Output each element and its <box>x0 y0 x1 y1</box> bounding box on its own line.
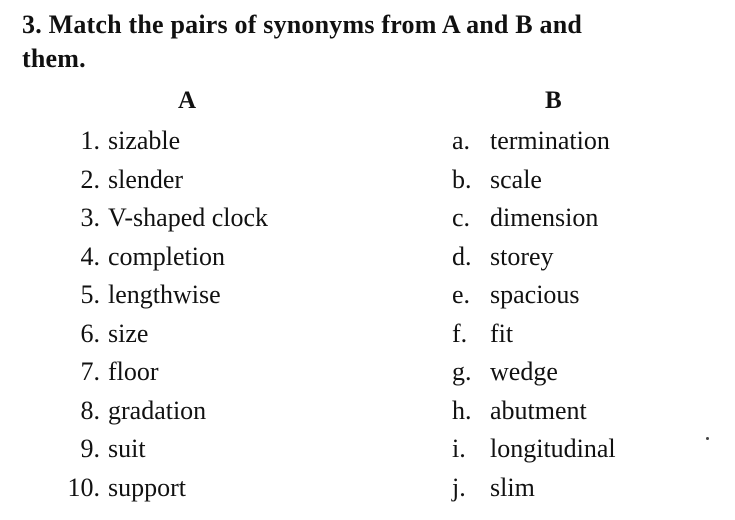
item-text: slim <box>490 472 535 502</box>
list-item <box>52 396 268 435</box>
scan-speck <box>706 437 709 440</box>
item-text: V-shaped clock <box>108 203 269 232</box>
item-number: 9. <box>80 434 100 463</box>
item-letter: d. <box>452 241 472 271</box>
list-item <box>52 280 268 319</box>
item-text: abutment <box>490 395 587 425</box>
item-number: 7. <box>80 357 100 386</box>
item-text: spacious <box>490 280 580 309</box>
list-item <box>452 203 616 242</box>
column-a-heading: A <box>178 87 197 114</box>
item-letter: j. <box>452 472 466 502</box>
item-number: 4. <box>80 241 100 271</box>
item-text: size <box>108 318 149 348</box>
item-text: completion <box>108 241 225 271</box>
item-letter: h. <box>452 395 472 425</box>
list-item <box>52 242 268 281</box>
column-b-list <box>452 126 616 511</box>
list-item <box>452 242 616 281</box>
item-number: 2. <box>80 164 100 194</box>
item-number: 1. <box>80 126 100 155</box>
column-a-list <box>52 126 268 511</box>
list-item <box>452 396 616 435</box>
item-text: slender <box>108 164 184 194</box>
item-number: 3. <box>80 203 100 232</box>
list-item <box>52 126 268 165</box>
item-text: storey <box>490 241 554 271</box>
item-text: scale <box>490 164 542 194</box>
item-text: sizable <box>108 126 181 155</box>
list-item <box>452 319 616 358</box>
exercise-title: 3. Match the pairs of synonyms from A and B and them. <box>22 10 583 73</box>
list-item <box>52 319 268 358</box>
list-item <box>52 434 268 473</box>
item-text: suit <box>108 434 146 463</box>
list-item <box>452 126 616 165</box>
item-text: longitudinal <box>490 434 616 463</box>
list-item <box>452 280 616 319</box>
item-letter: b. <box>452 164 472 194</box>
item-letter: e. <box>452 280 471 309</box>
item-text: gradation <box>108 395 207 425</box>
item-text: termination <box>490 126 610 155</box>
item-text: lengthwise <box>108 280 221 309</box>
list-item <box>452 165 616 204</box>
item-number: 5. <box>80 280 100 309</box>
item-text: support <box>108 472 186 502</box>
item-text: wedge <box>490 357 558 386</box>
item-text: fit <box>490 318 514 348</box>
item-letter: i. <box>452 434 466 463</box>
list-item <box>452 473 616 512</box>
item-text: dimension <box>490 203 599 232</box>
list-item <box>52 165 268 204</box>
list-item <box>452 434 616 473</box>
list-item <box>52 473 268 512</box>
item-number: 8. <box>80 395 100 425</box>
column-b-heading: B <box>545 87 562 114</box>
item-number: 10. <box>67 472 100 502</box>
item-number: 6. <box>80 318 100 348</box>
list-item <box>452 357 616 396</box>
item-letter: c. <box>452 203 471 232</box>
item-letter: a. <box>452 126 471 155</box>
item-letter: g. <box>452 357 472 386</box>
item-text: floor <box>108 357 159 386</box>
list-item <box>52 203 268 242</box>
item-letter: f. <box>452 318 468 348</box>
list-item <box>52 357 268 396</box>
